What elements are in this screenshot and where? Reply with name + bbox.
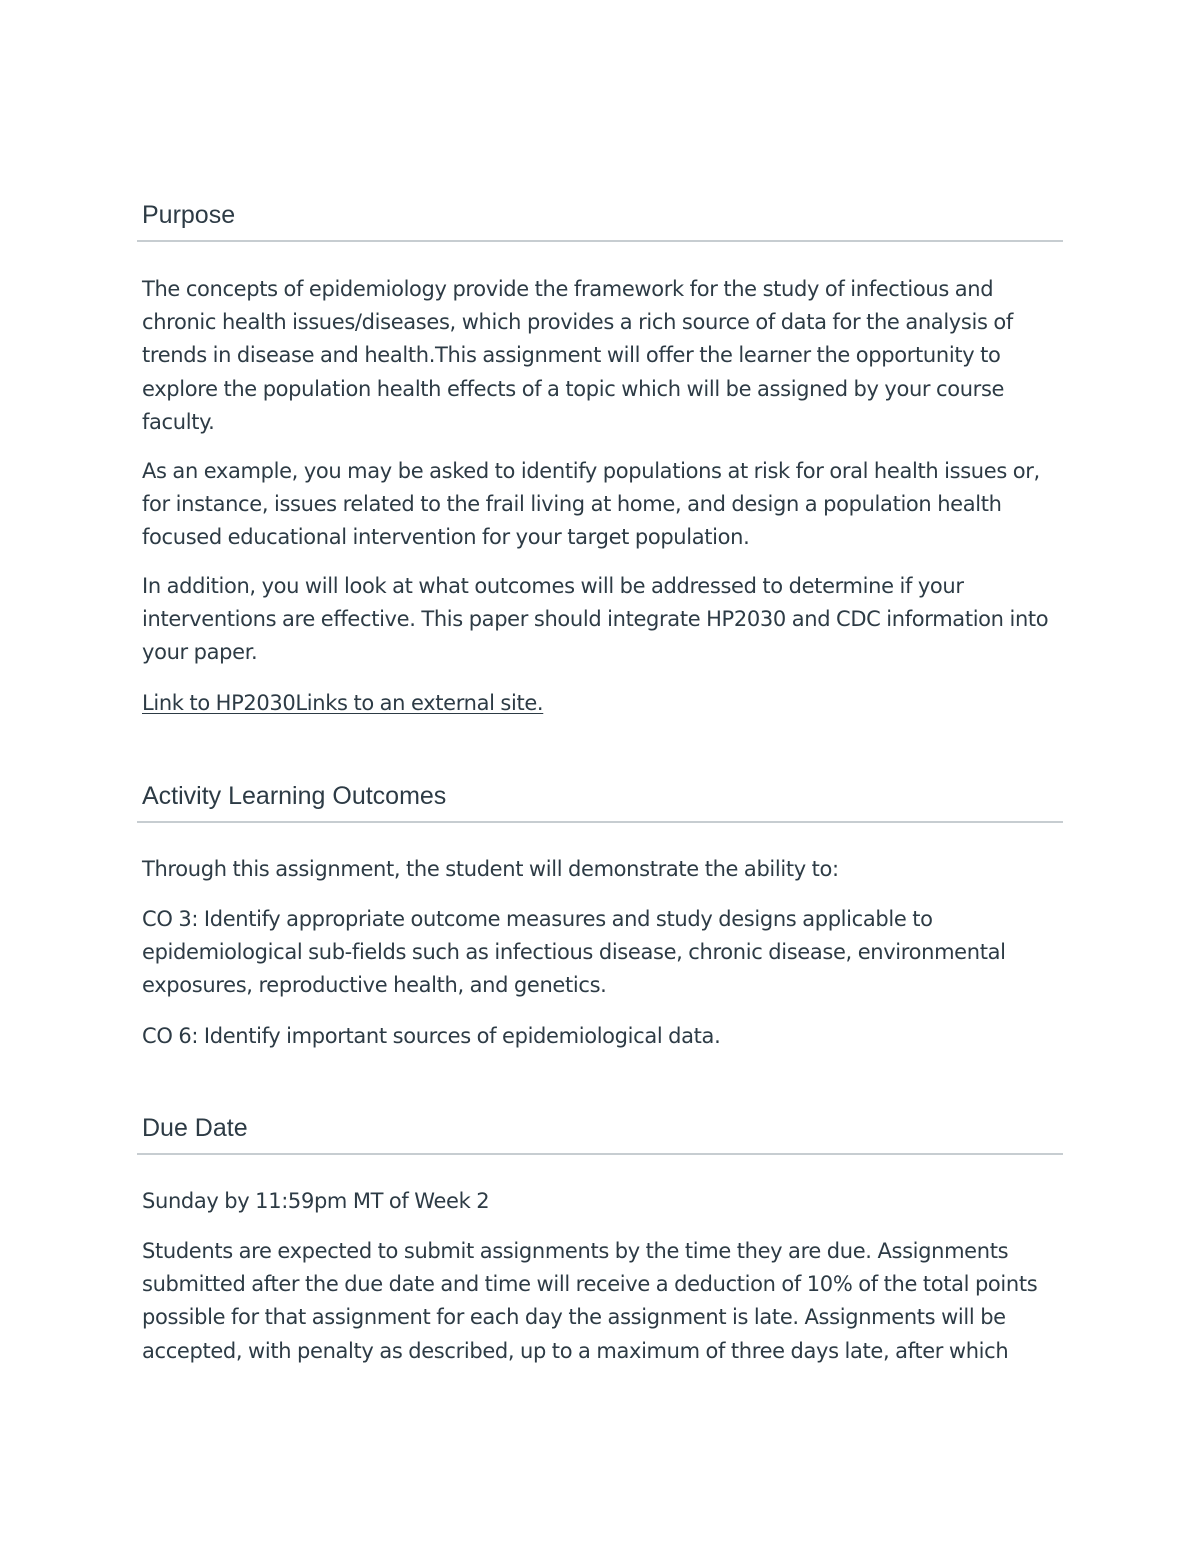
purpose-section	[137, 200, 1063, 242]
purpose-paragraph-1: The concepts of epidemiology provide the framework for the study of infectious and chronic health issues/diseases, which provides a rich source of data for the analysis of trends in disease and health.This assignment will offer the learner the opportunity to explore the population health effects of a topic which will be assigned by your course faculty.	[142, 277, 1013, 434]
outcome-item-co3: CO 3: Identify appropriate outcome measures and study designs applicable to epidemiological sub-fields such as infectious disease, chronic disease, environmental exposures, reproductive health, and genetics.	[142, 907, 1006, 998]
purpose-heading: Purpose	[142, 201, 236, 229]
due-date-heading: Due Date	[142, 1114, 248, 1142]
hp2030-link[interactable]: Link to HP2030Links to an external site.	[142, 691, 544, 715]
outcomes-heading: Activity Learning Outcomes	[142, 782, 447, 810]
outcome-item-co6: CO 6: Identify important sources of epidemiological data.	[142, 1024, 721, 1048]
due-date-section	[137, 1113, 1063, 1155]
purpose-divider	[137, 240, 1063, 242]
purpose-paragraph-3: In addition, you will look at what outcomes will be addressed to determine if your interventions are effective. This paper should integrate HP2030 and CDC information into your paper.	[142, 574, 1049, 665]
due-date-value: Sunday by 11:59pm MT of Week 2	[142, 1189, 490, 1213]
purpose-paragraph-2: As an example, you may be asked to identify populations at risk for oral health issues or, for instance, issues related to the frail living at home, and design a population health focused educational intervention for your target population.	[142, 459, 1040, 550]
due-date-divider	[137, 1153, 1063, 1155]
outcomes-intro: Through this assignment, the student will demonstrate the ability to:	[142, 857, 839, 881]
outcomes-section	[137, 781, 1063, 823]
outcomes-divider	[137, 821, 1063, 823]
hp2030-link-paragraph	[137, 687, 1057, 720]
late-policy-paragraph: Students are expected to submit assignments by the time they are due. Assignments submitted after the due date and time will receive a deduction of 10% of the total points possible for that assignment for each day the assignment is late. Assignments will be accepted, with penalty as described, up to a maximum of three days late, after which	[142, 1239, 1038, 1363]
